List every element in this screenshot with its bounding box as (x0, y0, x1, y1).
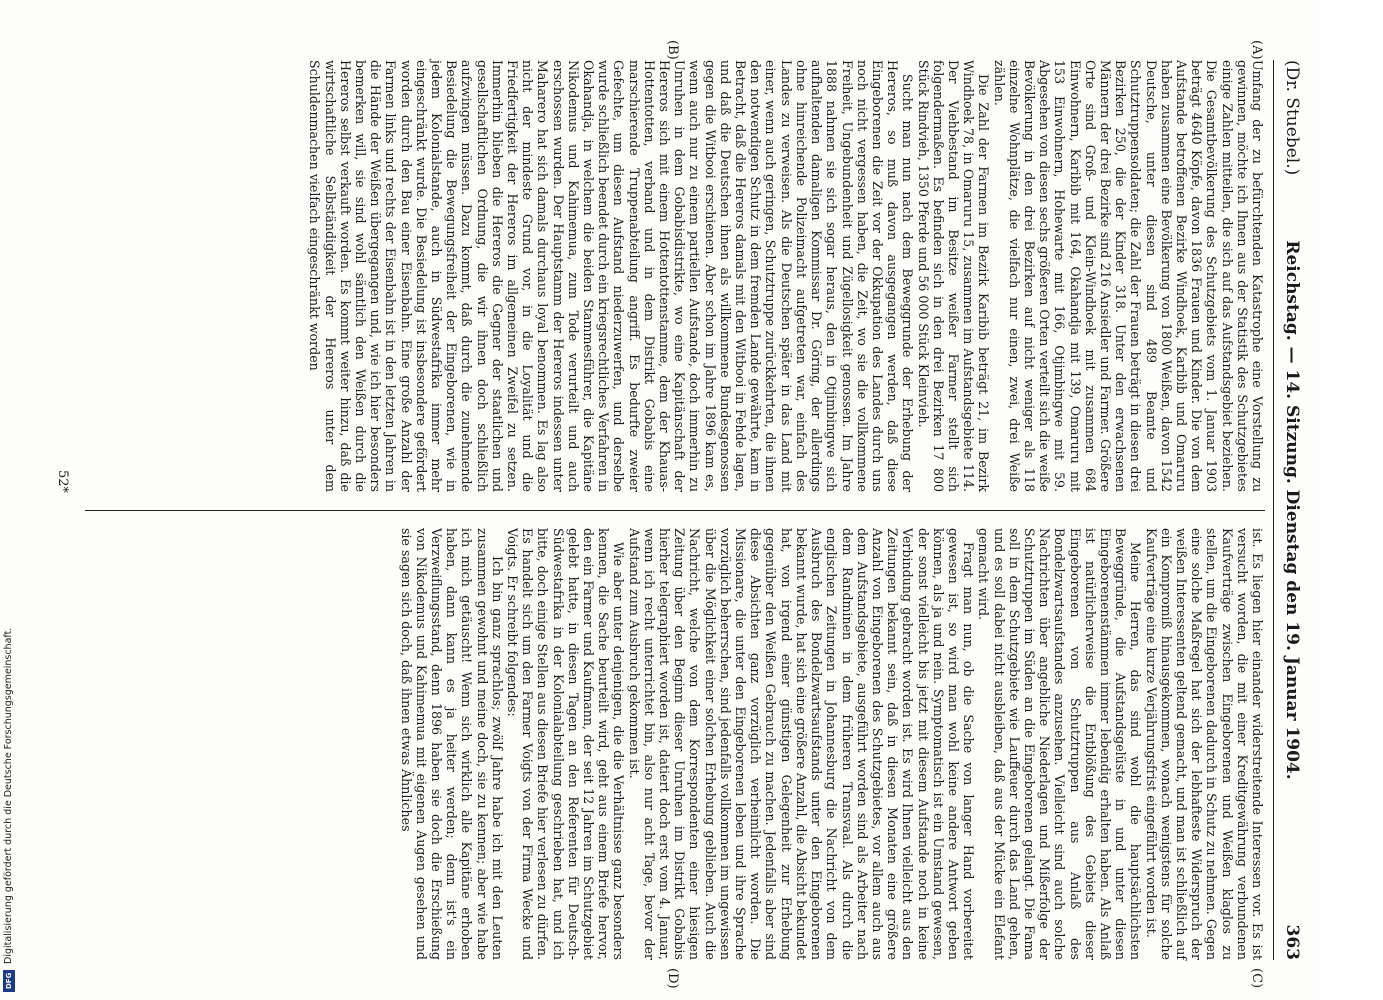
left-column (307, 60, 1265, 492)
quoted-letter: Ich bin ganz sprachlos; zwölf Jahre habe ich mit den Leuten zusammen gewohnt und meine doch, sie zu kennen; aber wie habe ich mich getäuscht! Wenn sich wirklich alle Kapitäne erhoben haben, dann kann es ja heiter werden; denn ist's ein Verzweiflungsstand, denn 1896 haben sie doch die Erschießung von Nikodemus und Kahimemua mit eigenen Augen gesehen und sie sagen sich doch, daß ihnen etwas Ähnliches (398, 528, 505, 960)
signature-mark: 52* (55, 470, 70, 494)
column-divider (85, 510, 1265, 511)
paragraph: Die Zahl der Farmen im Bezirk Karibib beträgt 21, im Bezirk Windhoek 78, in Omaruru 15, zusammen im Aufstandsgebiete 114. Der Viehbestand im Besitze weißer Farmer stellt sich folgendermaßen. Es befinden sich in den drei Bezirken 17 800 Stück Rindvieh, 1350 Pferde und 56 000 Stück Kleinvieh. (915, 60, 992, 492)
right-column (398, 528, 1265, 960)
paragraph: Wie aber unter denjenigen, die die Verhältnisse ganz besonders kennen, die Sache beurteilt wird, geht aus einem Briefe hervor, den ein Farmer und Kaufmann, der seit 12 Jahren im Schutzgebiet gelebt hatte, in diesen Tagen an den Referenten für Deutsch-Südwestafrika in der Kolonialabteilung geschrieben hat, und ich bitte, doch einige Stellen aus diesen Briefe hier verlesen zu dürfen. Es handelt sich um den Farmer Voigts von der Firma Wecke und Voigts. Er schreibt folgendes: (505, 528, 627, 960)
paragraph: Meine Herren, das sind wohl die hauptsächlichsten Beweggründe, die Aufstandsgelüste in und unter diesen Eingeborenenstämmen immer lebendig erhalten haben. Als Anlaß ist natürlicherweise die Entblößung des Gebiets dieser Eingeborenen von Schutztruppen aus Anlaß des Bondelzwartsaufstandes anzusehen. Vielleicht sind auch solche Nachrichten über angebliche Niederlagen und Mißerfolge der Schutztruppen im Süden an die Eingeborenen gelangt. Die Fama soll in dem Schutzgebiete wie Lauffeuer durch das Land gehen, und es soll dabei nicht ausbleiben, daß aus der Mücke ein Elefant gemacht wird. (976, 528, 1144, 960)
dfg-logo: DFG (3, 970, 15, 992)
paragraph: Fragt man nun, ob die Sache von langer Hand vorbereitet gewesen ist, so wird man wohl keine andere Antwort geben können, als ja und nein. Symptomatisch ist ein Umstand gewesen, der sonst vielleicht bis jetzt mit diesem Aufstande noch in keine Verbindung gebracht worden ist. Es wird Ihnen vielleicht aus den Zeitungen bekannt sein, daß in diesen Monaten eine größere Anzahl von Eingeborenen des Schutzgebietes, vor allem auch aus dem Aufstandsgebiete, ausgeführt worden sind als Arbeiter nach dem Randminen in dem früheren Transvaal. Als durch die englischen Zeitungen in Johannesburg die Nachricht von dem Ausbruch des Bondelzwartsaufstands unter den Eingeborenen bekannt wurde, hat sich eine größere Anzahl, die Absicht bekundet hat, von irgend einer günstigen Gelegenheit zur Erhebung gegenüber den Weißen Gebrauch zu machen. Jedenfalls aber sind diese Absichten ganz vorzüglich verheimlicht worden. Die Missionare, die unter den Eingeborenen leben und ihre Sprache vorzüglich beherrschen, sind jedenfalls vollkommen im ungewissen über die Möglichkeit einer solchen Erhebung geblieben. Auch die Nachricht, welche von dem Korrespondenten einer hiesigen Zeitung über den Beginn dieser Unruhen im Distrikt Gobabis hierher telegraphiert worden ist, datiert doch erst vom 4. Januar, wenn ich recht unterrichtet bin, also nur acht Tage, bevor der Aufstand zum Ausbruch gekommen ist. (626, 528, 977, 960)
page-number: 363 (1282, 924, 1302, 960)
margin-marker-d: (D) (665, 968, 680, 989)
paragraph: ist. Es liegen hier einander widerstreitende Interessen vor. Es ist versucht worden, die mit einer Kreditgewährung verbundenen Kaufverträge zwischen Eingeborenen und Weißen klaglos zu stellen, um die Eingeborenen dadurch in Schutz zu nehmen. Gegen eine solche Maßregel hat sich der lebhafteste Widerspruch der weißen Interessenten geltend gemacht, und man ist schließlich auf ein Kompromiß hinausgekommen, wonach wenigstens für solche Kaufverträge eine kurze Verjährungsfrist eingeführt worden ist. (1143, 528, 1265, 960)
paragraph: Umfang der zu befürchtenden Katastrophe eine Vorstellung zu gewinnen, möchte ich Ihnen aus der Statistik des Schutzgebietes einige Zahlen mitteilen, die sich auf das Aufstandsgebiet beziehen. Die Gesamtbevölkerung des Schutzgebiets vom 1. Januar 1903 beträgt 4640 Köpfe, davon 1836 Frauen und Kinder. Die von dem Aufstande betroffenen Bezirke Windhoek, Karibib und Omaruru haben zusammen eine Bevölkerung von 1800 Weißen, davon 1542 Deutsche, unter diesen sind 489 Beamte und Schutztruppensoldaten; die Zahl der Frauen beträgt in diesen drei Bezirken 250, die der Kinder 318. Unter den erwachsenen Männern der drei Bezirke sind 216 Ansiedler und Farmer. Größere Orte sind Groß- und Klein-Windhoek mit zusammen 684 Einwohnern, Karibib mit 164, Okahandja mit 139, Omaruru mit 153 Einwohnern, Hohewarte mit 166, Otjimbingwe mit 59. Abgesehen von diesen sechs größeren Orten verteilt sich die weiße Bevölkerung in den drei Bezirken auf nicht weniger als 118 einzelne Wohnplätze, die vielfach nur einen, zwei, drei Weiße zählen. (991, 60, 1265, 492)
digitization-credit (2, 4, 16, 994)
margin-marker-b: (B) (665, 40, 680, 60)
margin-marker-a: (A) (1249, 40, 1264, 60)
digitization-note: Digitalisierung gefördert durch die Deutsche Forschungsgemeinschaft. (3, 627, 14, 964)
margin-marker-c: (C) (1249, 968, 1264, 989)
paragraph: Sucht man nun nach dem Beweggrunde der Erhebung der Hereros, so muß davon ausgegangen werden, daß diese Eingeborenen die Zeit vor der Okkupation des Landes durch uns noch nicht vergessen haben, die Zeit, wo sie die vollkommene Freiheit, Ungebundenheit und Zügellosigkeit genossen. Im Jahre 1888 nahmen sie sich sogar heraus, den in Otjimbingwe sich aufhaltenden damaligen Kommissar Dr. Göring, der allerdings ohne hinreichende Polizeimacht aufgetreten war, einfach des Landes zu verweisen. Als die Deutschen später in das Land mit einer, wenn auch geringen, Schutztruppe zurückkehrten, die ihnen den notwendigen Schutz in dem fremden Lande gewährte, kam in Betracht, daß die Hereros damals mit den Witbooi in Fehde lagen, und daß die Deutschen ihnen als willkommene Bundesgenossen gegen die Witbooi erschienen. Aber schon im Jahre 1896 kam es, wenn auch nur zu einem partiellen Aufstande, doch immerhin zu Unruhen in dem Gobabisdistrikte, wo eine Kapitänschaft der Hereros sich mit einem Hottentottenstamme, dem der Khauas-Hottentotten, verband und in dem Distrikt Gobabis eine marschierende Truppenabteilung angriff. Es bedurfte zweier Gefechte, um diesen Aufstand niederzuwerfen, und derselbe wurde schließlich beendet durch ein kriegsrechtliches Verfahren in Okahandja, in welchem die beiden Stammesführer, die Kapitäne Nikodemus und Kahimemua, zum Tode verurteilt und auch erschossen wurden. Der Hauptstamm der Hereros indessen unter Maharero hat sich damals durchaus loyal benommen. Es lag also nicht der mindeste Grund vor, in die Loyalität und die Friedfertigkeit der Hereros im allgemeinen Zweifel zu setzen. Immerhin blieben die Hereros die Gegner der staatlichen und gesellschaftlichen Ordnung, die wir ihnen doch schließlich aufzwingen müssen. Dazu kommt, daß durch die zunehmende Besiedelung die Bewegungsfreiheit der Eingeborenen, wie in jedem Kolonialstande, auch in Südwestafrika immer mehr eingeschränkt wurde. Die Besiedelung ist insbesondere gefördert worden durch den Bau einer Eisenbahn. Eine große Anzahl der Farmen links und rechts der Eisenbahn ist in den letzten Jahren in die Hände der Weißen übergegangen und, wie ich hier besonders bemerken will, sie sind wohl sämtlich den Weißen durch die Hereros selbst verkauft worden. Es kommt weiter hinzu, daß die wirtschaftliche Selbständigkeit der Hereros unter dem Schuldenmachen vielfach eingeschränkt worden (307, 60, 916, 492)
page-header (1278, 60, 1302, 960)
page-title: Reichstag. — 14. Sitzung. Dienstag den 19. Januar 1904. (1282, 240, 1302, 780)
header-rule (1273, 60, 1274, 960)
speaker-label: (Dr. Stuebel.) (1282, 60, 1302, 176)
